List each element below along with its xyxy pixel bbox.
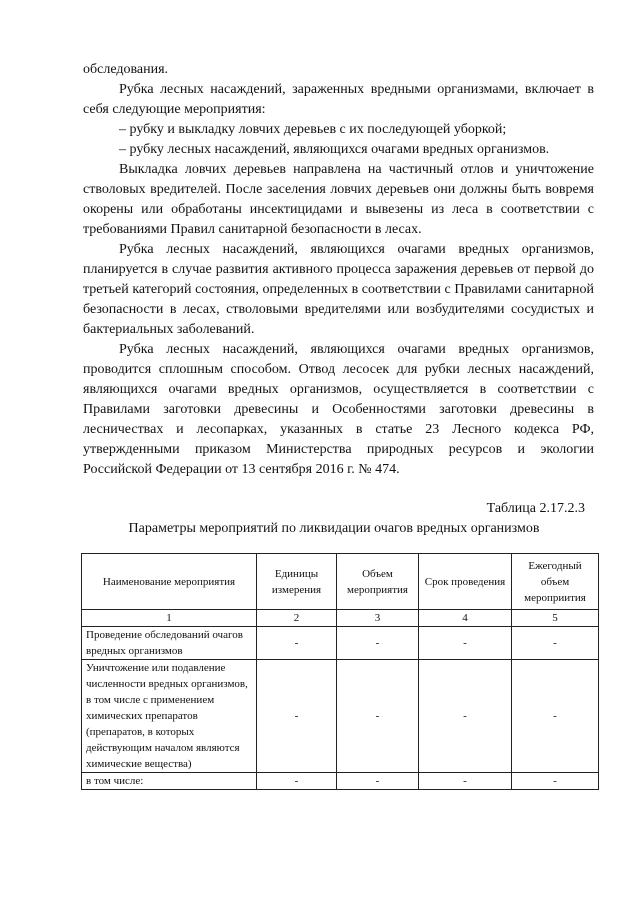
paragraph-2: – рубку и выкладку ловчих деревьев с их последующей уборкой; (119, 122, 507, 137)
row-name: Проведение обследований очагов вредных организмов (82, 627, 257, 660)
paragraph-4: Выкладка ловчих деревьев направлена на частичный отлов и уничтожение стволовых вредителей. После заселения ловчих деревьев они должны быть вовремя окорены или обработаны инсектицидами и вывезены из леса в соответствии с требованиями Правил санитарной безопасности в лесах. (83, 162, 594, 237)
table-cell: - (512, 660, 599, 773)
header-cell: Единицы измерения (257, 554, 337, 610)
table-cell: - (337, 627, 419, 660)
table-cell: - (337, 660, 419, 773)
table-cell: - (512, 627, 599, 660)
header-cell: Наименование мероприятия (82, 554, 257, 610)
paragraph-0: обследования. (83, 62, 169, 77)
table-row (82, 660, 599, 773)
table-number-row (82, 610, 599, 627)
measures-table (81, 553, 599, 790)
table-cell: - (257, 773, 337, 790)
table-cell: - (337, 773, 419, 790)
column-number: 5 (512, 610, 599, 627)
table-title: Параметры мероприятий по ликвидации очагов вредных организмов (128, 521, 540, 536)
paragraph-1: Рубка лесных насаждений, зараженных вредными организмами, включает в себя следующие мероприятия: (83, 82, 594, 117)
column-number: 3 (337, 610, 419, 627)
table-cell: - (419, 660, 512, 773)
paragraph-5: Рубка лесных насаждений, являющихся очагами вредных организмов, планируется в случае развития активного процесса заражения деревьев от первой до третьей категорий состояния, определенных в соответствии с Правилами санитарной безопасности в лесах, стволовыми вредителями или возбудителями сосудистых и бактериальных заболеваний. (83, 242, 594, 337)
table-row (82, 773, 599, 790)
table-header-row (82, 554, 599, 610)
table-cell: - (419, 627, 512, 660)
table-cell: - (257, 627, 337, 660)
header-cell: Объем мероприятия (337, 554, 419, 610)
header-cell: Ежегодный объем мероприития (512, 554, 599, 610)
table-label: Таблица 2.17.2.3 (486, 501, 585, 516)
column-number: 2 (257, 610, 337, 627)
table-row (82, 627, 599, 660)
column-number: 4 (419, 610, 512, 627)
row-name: Уничтожение или подавление численности вредных организмов, в том числе с применением химических препаратов (препаратов, в которых действующим началом являются химические вещества) (82, 660, 257, 773)
header-cell: Срок проведения (419, 554, 512, 610)
paragraph-6: Рубка лесных насаждений, являющихся очагами вредных организмов, проводится сплошным способом. Отвод лесосек для рубки лесных насаждений, являющихся очагами вредных организмов, осуществляется в соответствии с Правилами заготовки древесины и Особенностями заготовки древесины в лесничествах и лесопарках, указанных в статье 23 Лесного кодекса РФ, утвержденными приказом Министерства природных ресурсов и экологии Российской Федерации от 13 сентября 2016 г. № 474. (83, 342, 594, 477)
paragraph-3: – рубку лесных насаждений, являющихся очагами вредных организмов. (119, 142, 550, 157)
column-number: 1 (82, 610, 257, 627)
table-cell: - (419, 773, 512, 790)
table-cell: - (257, 660, 337, 773)
row-name: в том числе: (82, 773, 257, 790)
table-cell: - (512, 773, 599, 790)
